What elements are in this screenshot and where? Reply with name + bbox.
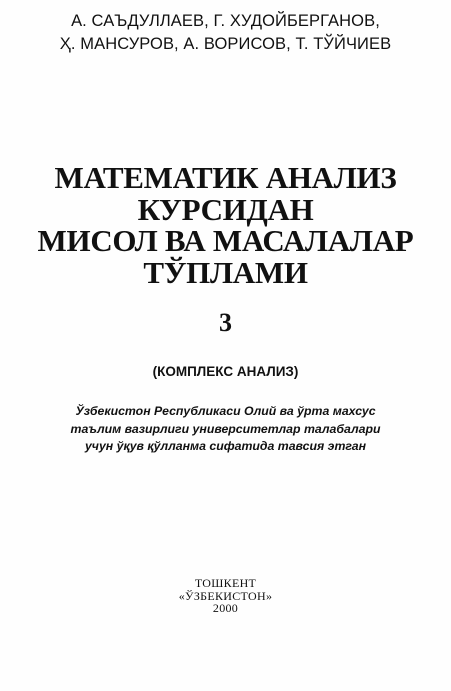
book-title-line-4: ТЎПЛАМИ — [143, 254, 308, 290]
authors-line-2: Ҳ. МАНСУРОВ, А. ВОРИСОВ, Т. ТЎЙЧИЕВ — [59, 35, 392, 53]
book-title-line-2: КУРСИДАН — [137, 191, 314, 227]
imprint-publisher: «ЎЗБЕКИСТОН» — [178, 588, 273, 603]
imprint-year: 2000 — [212, 601, 239, 615]
book-title — [0, 162, 451, 288]
authors-line-1: А. САЪДУЛЛАЕВ, Г. ХУДОЙБЕРГАНОВ, — [71, 12, 380, 30]
book-subtitle: (КОМПЛЕКС АНАЛИЗ) — [152, 364, 299, 379]
approval-line-1: Ўзбекистон Республикаси Олий ва ўрта махсус — [75, 404, 376, 418]
approval-note — [0, 403, 451, 456]
book-title-line-1: МАТЕМАТИК АНАЛИЗ — [54, 160, 397, 195]
volume-number: 3 — [219, 308, 232, 337]
approval-line-2: таълим вазирлиги университетлар талабалари — [70, 421, 381, 436]
approval-line-3: учун ўқув қўлланма сифатида тавсия этган — [84, 439, 367, 453]
authors-block — [0, 10, 451, 56]
book-title-line-3: МИСОЛ ВА МАСАЛАЛАР — [37, 223, 414, 258]
imprint-block — [0, 577, 451, 615]
imprint-city: ТОШКЕНТ — [194, 576, 257, 590]
